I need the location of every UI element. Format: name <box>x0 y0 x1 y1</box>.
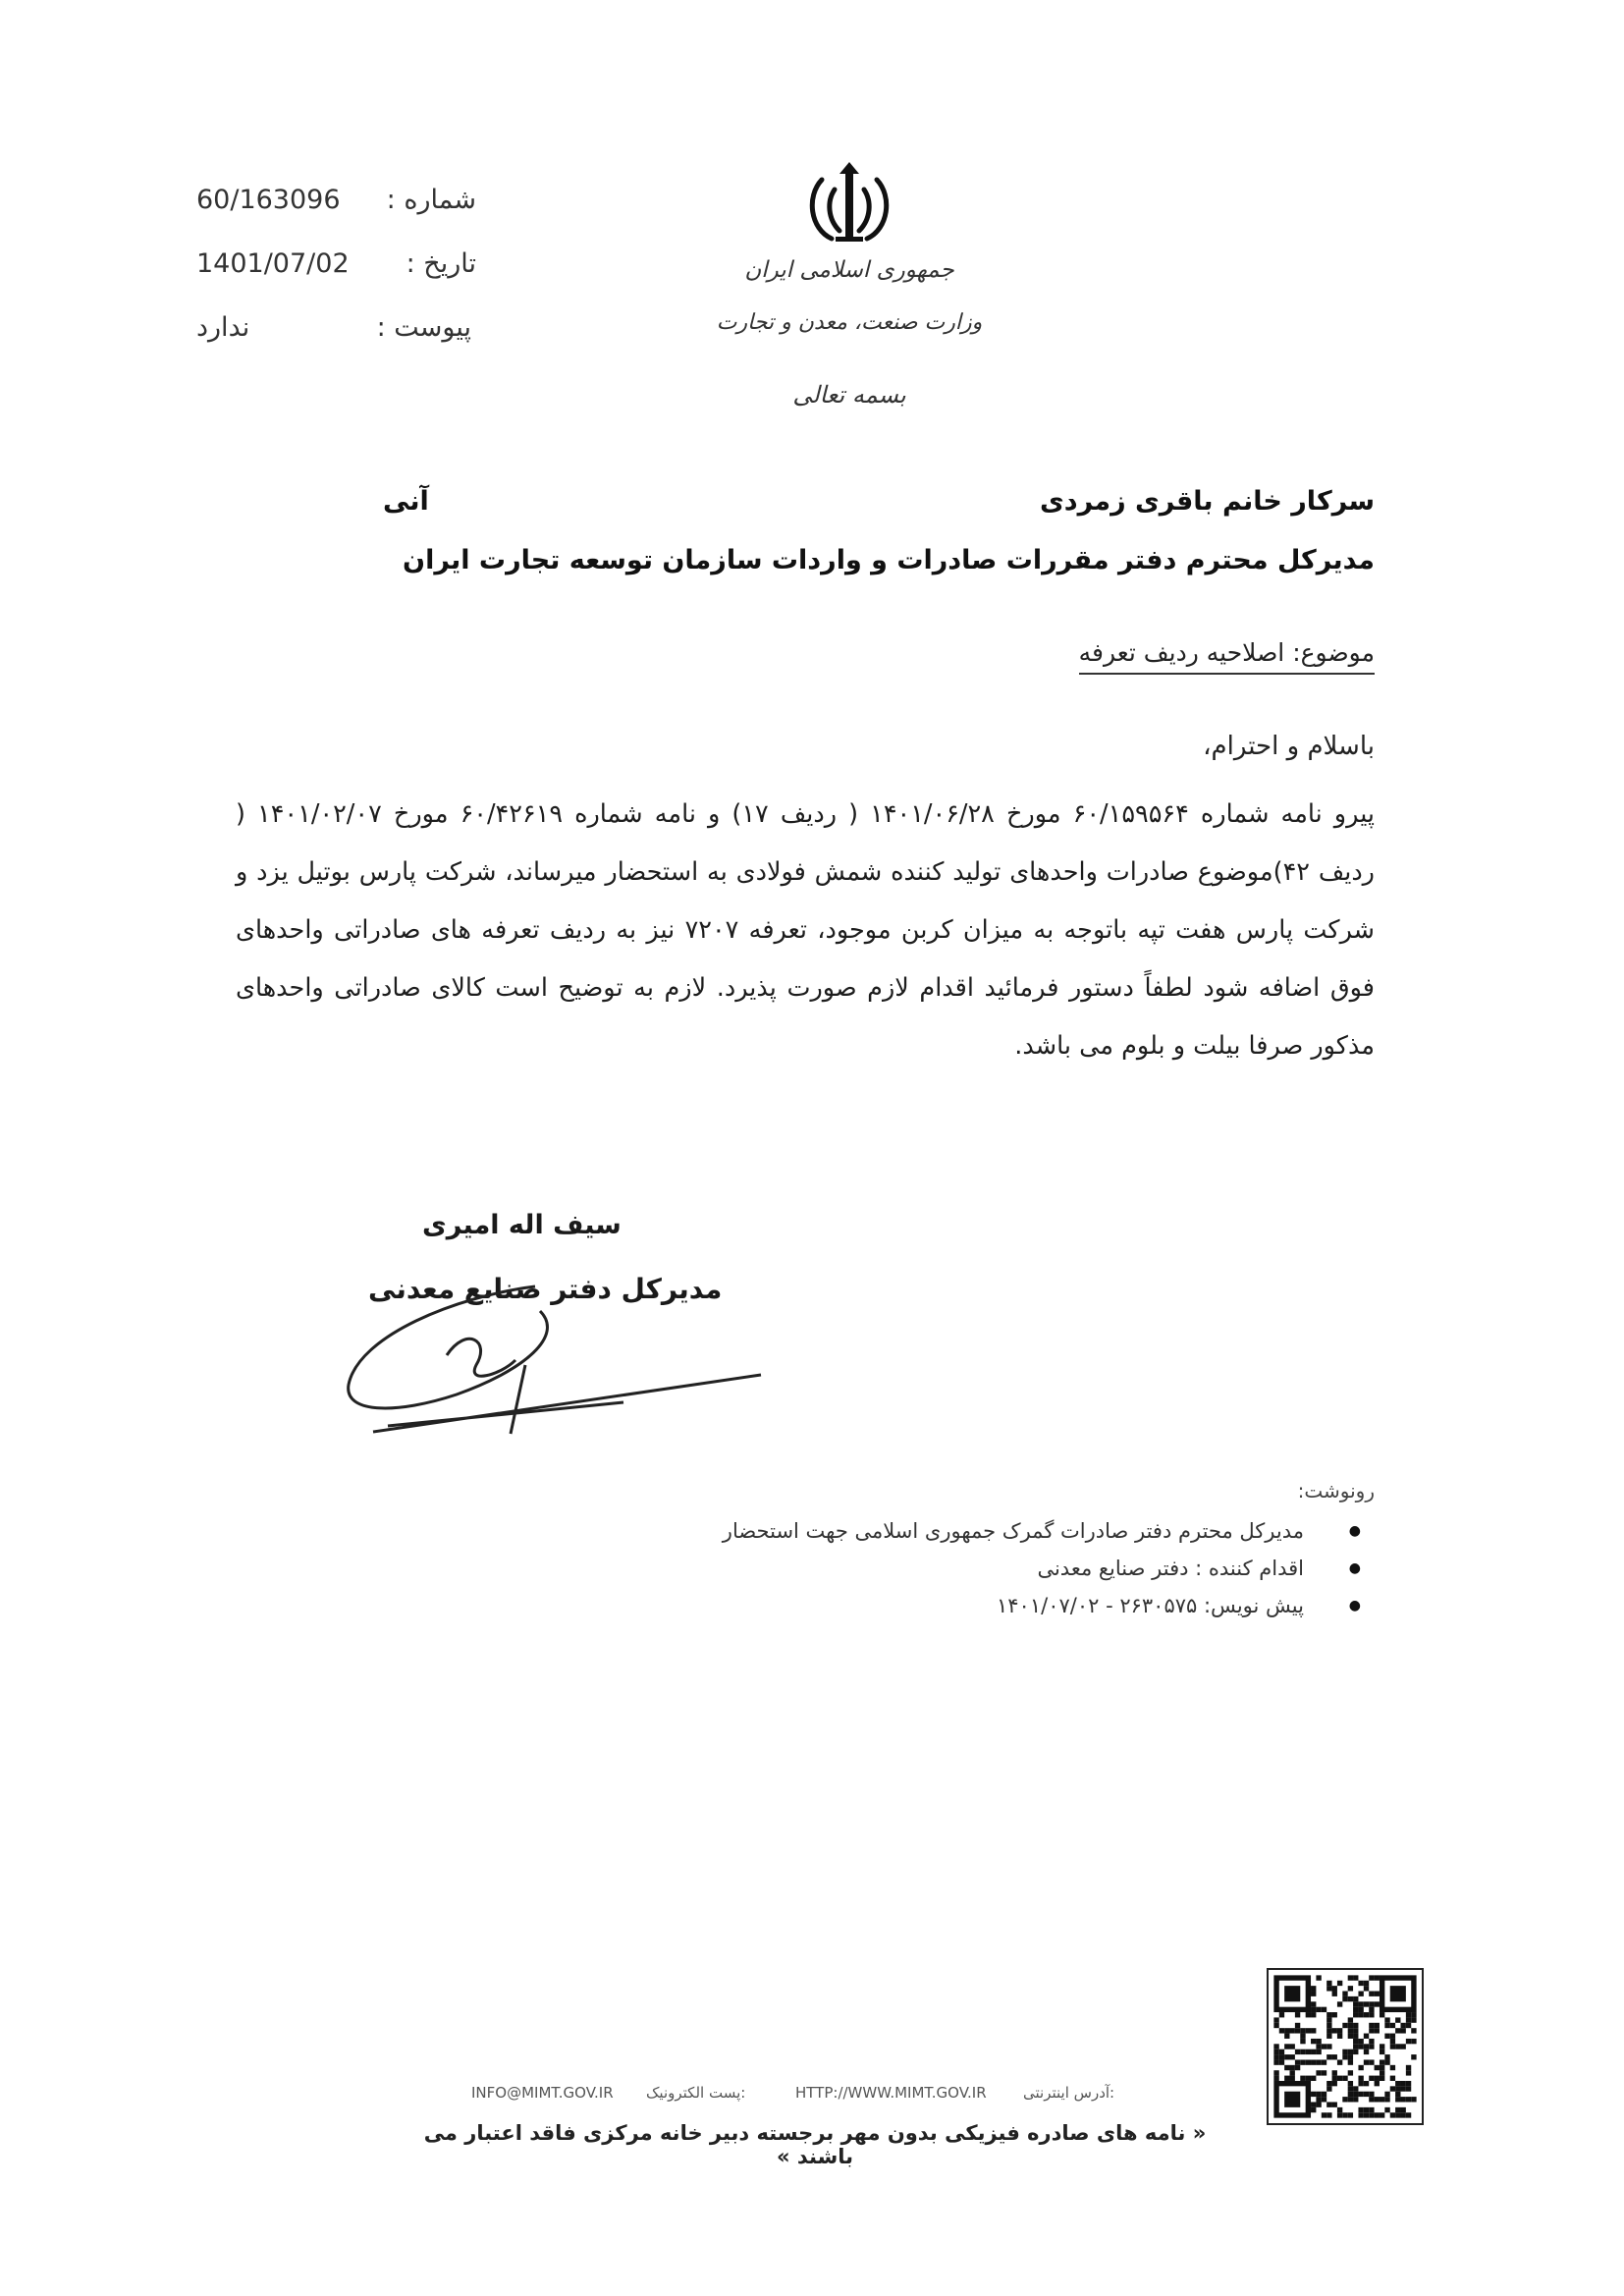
letter-number <box>196 185 476 224</box>
cc-item: ● مدیرکل محترم دفتر صادرات گمرک جمهوری اسلامی جهت استحضار <box>446 1512 1329 1550</box>
letter-attachment <box>196 312 471 352</box>
letter-date-value: 1401/07/02 <box>196 248 350 279</box>
greeting: باسلام و احترام، <box>1203 732 1375 761</box>
cc-item: ● اقدام کننده : دفتر صنایع معدنی <box>446 1550 1329 1587</box>
letter-number-label: شماره : <box>386 185 476 215</box>
subject-line: موضوع: اصلاحیه ردیف تعرفه <box>1079 638 1375 675</box>
recipient-position: مدیرکل محترم دفتر مقررات صادرات و واردات سازمان توسعه تجارت ایران <box>403 545 1375 575</box>
cc-item: ● پیش نویس: ۲۶۳۰۵۷۵ - ۱۴۰۱/۰۷/۰۲ <box>446 1587 1329 1624</box>
letter-body: پیرو نامه شماره ۶۰/۱۵۹۵۶۴ مورخ ۱۴۰۱/۰۶/۲۸ ( ردیف ۱۷) و نامه شماره ۶۰/۴۲۶۱۹ مورخ ۱۴۰۱/۰۲/۰۷ ( ردیف ۴۲)موضوع صادرات واحدهای تولید کننده شمش فولادی به استحضار میرساند، شرکت پارس بوتیل یزد و شرکت پارس هفت تپه باتوجه به میزان کربن موجود، تعرفه ۷۲۰۷ نیز به ردیف تعرفه های صادراتی واحدهای فوق اضافه شود لطفاً دستور فرمائید اقدام لازم صورت پذیرد. لازم به توضیح است کالای صادراتی واحدهای مذکور صرفا بیلت و بلوم می باشد. <box>236 799 1376 1061</box>
letter-number-value: 60/163096 <box>196 185 341 215</box>
footer-note: « نامه های صادره فیزیکی بدون مهر برجسته دبیر خانه مرکزی فاقد اعتبار می باشند » <box>423 2121 1207 2168</box>
cc-list <box>446 1512 1329 1624</box>
qr-code-icon <box>1267 1968 1424 2125</box>
recipient-name: سرکار خانم باقری زمردی <box>1040 486 1375 517</box>
iran-emblem-icon <box>800 152 898 250</box>
signatory-name: سیف اله امیری <box>422 1210 622 1240</box>
signatory-title: مدیرکل دفتر صنایع معدنی <box>368 1273 723 1305</box>
footer-website: HTTP://WWW.MIMT.GOV.IR <box>795 2084 987 2102</box>
footer-email-label: پست الکترونیک: <box>646 2084 746 2102</box>
footer-website-label: آدرس اینترنتی: <box>1023 2084 1115 2102</box>
ministry-name: وزارت صنعت، معدن و تجارت <box>716 310 983 335</box>
cc-heading: رونوشت: <box>1297 1479 1375 1503</box>
letter-attachment-label: پیوست : <box>376 312 471 343</box>
country-name: جمهوری اسلامی ایران <box>744 257 954 283</box>
letter-attachment-value: ندارد <box>196 312 250 343</box>
letter-date <box>196 248 476 288</box>
handwritten-signature <box>329 1267 790 1444</box>
footer-email: INFO@MIMT.GOV.IR <box>471 2084 614 2102</box>
footer-contact <box>471 2084 1178 2111</box>
letter-date-label: تاریخ : <box>406 248 476 279</box>
priority-label: آنی <box>383 486 429 517</box>
invocation: بسمه تعالی <box>792 381 906 409</box>
